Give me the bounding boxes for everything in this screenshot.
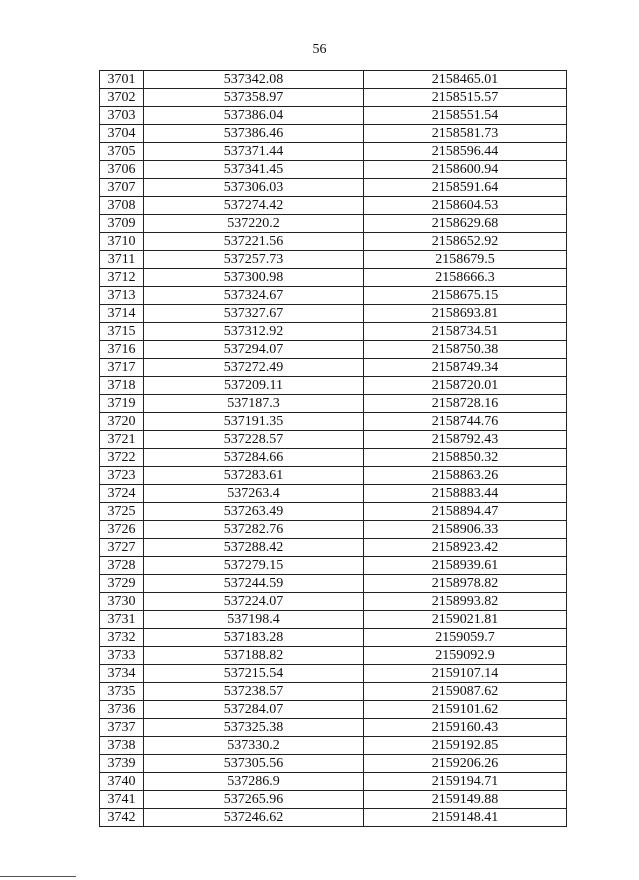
point-number-cell: 3707 — [100, 179, 144, 197]
y-coordinate-cell: 2158939.61 — [364, 557, 567, 575]
y-coordinate-cell: 2159021.81 — [364, 611, 567, 629]
table-row — [100, 611, 567, 629]
x-coordinate-cell: 537221.56 — [144, 233, 364, 251]
x-coordinate-cell: 537327.67 — [144, 305, 364, 323]
table-row — [100, 341, 567, 359]
point-number-cell: 3725 — [100, 503, 144, 521]
y-coordinate-cell: 2159148.41 — [364, 809, 567, 827]
y-coordinate-cell: 2158923.42 — [364, 539, 567, 557]
y-coordinate-cell: 2158993.82 — [364, 593, 567, 611]
table-row — [100, 521, 567, 539]
x-coordinate-cell: 537294.07 — [144, 341, 364, 359]
y-coordinate-cell: 2158978.82 — [364, 575, 567, 593]
table-row — [100, 701, 567, 719]
point-number-cell: 3730 — [100, 593, 144, 611]
point-number-cell: 3720 — [100, 413, 144, 431]
x-coordinate-cell: 537371.44 — [144, 143, 364, 161]
table-row — [100, 125, 567, 143]
y-coordinate-cell: 2159087.62 — [364, 683, 567, 701]
table-row — [100, 179, 567, 197]
x-coordinate-cell: 537183.28 — [144, 629, 364, 647]
y-coordinate-cell: 2158906.33 — [364, 521, 567, 539]
point-number-cell: 3709 — [100, 215, 144, 233]
y-coordinate-cell: 2158720.01 — [364, 377, 567, 395]
y-coordinate-cell: 2158850.32 — [364, 449, 567, 467]
table-row — [100, 575, 567, 593]
point-number-cell: 3727 — [100, 539, 144, 557]
x-coordinate-cell: 537198.4 — [144, 611, 364, 629]
y-coordinate-cell: 2158792.43 — [364, 431, 567, 449]
coordinates-table — [99, 70, 567, 827]
footer-rule — [0, 876, 76, 877]
point-number-cell: 3719 — [100, 395, 144, 413]
y-coordinate-cell: 2158591.64 — [364, 179, 567, 197]
table-row — [100, 251, 567, 269]
point-number-cell: 3715 — [100, 323, 144, 341]
x-coordinate-cell: 537284.07 — [144, 701, 364, 719]
table-row — [100, 107, 567, 125]
table-row — [100, 71, 567, 89]
x-coordinate-cell: 537209.11 — [144, 377, 364, 395]
coordinates-table-body — [100, 71, 567, 827]
table-row — [100, 683, 567, 701]
y-coordinate-cell: 2159059.7 — [364, 629, 567, 647]
x-coordinate-cell: 537286.9 — [144, 773, 364, 791]
point-number-cell: 3717 — [100, 359, 144, 377]
y-coordinate-cell: 2159092.9 — [364, 647, 567, 665]
x-coordinate-cell: 537312.92 — [144, 323, 364, 341]
point-number-cell: 3704 — [100, 125, 144, 143]
y-coordinate-cell: 2159107.14 — [364, 665, 567, 683]
point-number-cell: 3732 — [100, 629, 144, 647]
point-number-cell: 3724 — [100, 485, 144, 503]
table-row — [100, 197, 567, 215]
table-row — [100, 89, 567, 107]
table-row — [100, 755, 567, 773]
x-coordinate-cell: 537224.07 — [144, 593, 364, 611]
point-number-cell: 3741 — [100, 791, 144, 809]
table-row — [100, 305, 567, 323]
y-coordinate-cell: 2159160.43 — [364, 719, 567, 737]
point-number-cell: 3740 — [100, 773, 144, 791]
table-row — [100, 557, 567, 575]
y-coordinate-cell: 2159149.88 — [364, 791, 567, 809]
x-coordinate-cell: 537341.45 — [144, 161, 364, 179]
x-coordinate-cell: 537187.3 — [144, 395, 364, 413]
y-coordinate-cell: 2158744.76 — [364, 413, 567, 431]
point-number-cell: 3705 — [100, 143, 144, 161]
x-coordinate-cell: 537274.42 — [144, 197, 364, 215]
x-coordinate-cell: 537386.46 — [144, 125, 364, 143]
y-coordinate-cell: 2158581.73 — [364, 125, 567, 143]
y-coordinate-cell: 2158666.3 — [364, 269, 567, 287]
x-coordinate-cell: 537265.96 — [144, 791, 364, 809]
table-row — [100, 377, 567, 395]
point-number-cell: 3733 — [100, 647, 144, 665]
point-number-cell: 3711 — [100, 251, 144, 269]
x-coordinate-cell: 537228.57 — [144, 431, 364, 449]
x-coordinate-cell: 537279.15 — [144, 557, 364, 575]
y-coordinate-cell: 2158465.01 — [364, 71, 567, 89]
x-coordinate-cell: 537324.67 — [144, 287, 364, 305]
y-coordinate-cell: 2158675.15 — [364, 287, 567, 305]
x-coordinate-cell: 537282.76 — [144, 521, 364, 539]
y-coordinate-cell: 2158750.38 — [364, 341, 567, 359]
table-row — [100, 215, 567, 233]
point-number-cell: 3718 — [100, 377, 144, 395]
table-row — [100, 413, 567, 431]
y-coordinate-cell: 2158734.51 — [364, 323, 567, 341]
point-number-cell: 3742 — [100, 809, 144, 827]
point-number-cell: 3734 — [100, 665, 144, 683]
x-coordinate-cell: 537257.73 — [144, 251, 364, 269]
page-number: 56 — [312, 42, 327, 57]
table-row — [100, 233, 567, 251]
x-coordinate-cell: 537300.98 — [144, 269, 364, 287]
point-number-cell: 3701 — [100, 71, 144, 89]
table-row — [100, 161, 567, 179]
x-coordinate-cell: 537188.82 — [144, 647, 364, 665]
x-coordinate-cell: 537263.49 — [144, 503, 364, 521]
x-coordinate-cell: 537238.57 — [144, 683, 364, 701]
table-row — [100, 593, 567, 611]
table-row — [100, 665, 567, 683]
table-row — [100, 737, 567, 755]
y-coordinate-cell: 2158749.34 — [364, 359, 567, 377]
point-number-cell: 3726 — [100, 521, 144, 539]
y-coordinate-cell: 2158596.44 — [364, 143, 567, 161]
point-number-cell: 3737 — [100, 719, 144, 737]
point-number-cell: 3716 — [100, 341, 144, 359]
x-coordinate-cell: 537386.04 — [144, 107, 364, 125]
point-number-cell: 3713 — [100, 287, 144, 305]
y-coordinate-cell: 2158652.92 — [364, 233, 567, 251]
x-coordinate-cell: 537263.4 — [144, 485, 364, 503]
x-coordinate-cell: 537244.59 — [144, 575, 364, 593]
y-coordinate-cell: 2158693.81 — [364, 305, 567, 323]
x-coordinate-cell: 537325.38 — [144, 719, 364, 737]
y-coordinate-cell: 2158551.54 — [364, 107, 567, 125]
table-row — [100, 503, 567, 521]
table-row — [100, 449, 567, 467]
x-coordinate-cell: 537306.03 — [144, 179, 364, 197]
point-number-cell: 3712 — [100, 269, 144, 287]
table-row — [100, 629, 567, 647]
x-coordinate-cell: 537283.61 — [144, 467, 364, 485]
table-row — [100, 719, 567, 737]
y-coordinate-cell: 2158604.53 — [364, 197, 567, 215]
point-number-cell: 3738 — [100, 737, 144, 755]
table-row — [100, 809, 567, 827]
y-coordinate-cell: 2158894.47 — [364, 503, 567, 521]
point-number-cell: 3721 — [100, 431, 144, 449]
point-number-cell: 3736 — [100, 701, 144, 719]
point-number-cell: 3728 — [100, 557, 144, 575]
y-coordinate-cell: 2158600.94 — [364, 161, 567, 179]
y-coordinate-cell: 2158883.44 — [364, 485, 567, 503]
x-coordinate-cell: 537342.08 — [144, 71, 364, 89]
y-coordinate-cell: 2158515.57 — [364, 89, 567, 107]
table-row — [100, 791, 567, 809]
table-row — [100, 485, 567, 503]
point-number-cell: 3731 — [100, 611, 144, 629]
point-number-cell: 3739 — [100, 755, 144, 773]
y-coordinate-cell: 2158629.68 — [364, 215, 567, 233]
x-coordinate-cell: 537330.2 — [144, 737, 364, 755]
y-coordinate-cell: 2158679.5 — [364, 251, 567, 269]
x-coordinate-cell: 537288.42 — [144, 539, 364, 557]
table-row — [100, 647, 567, 665]
y-coordinate-cell: 2159194.71 — [364, 773, 567, 791]
point-number-cell: 3710 — [100, 233, 144, 251]
x-coordinate-cell: 537246.62 — [144, 809, 364, 827]
table-row — [100, 395, 567, 413]
x-coordinate-cell: 537272.49 — [144, 359, 364, 377]
table-row — [100, 287, 567, 305]
table-row — [100, 359, 567, 377]
table-row — [100, 143, 567, 161]
point-number-cell: 3702 — [100, 89, 144, 107]
x-coordinate-cell: 537191.35 — [144, 413, 364, 431]
point-number-cell: 3729 — [100, 575, 144, 593]
x-coordinate-cell: 537305.56 — [144, 755, 364, 773]
table-row — [100, 467, 567, 485]
point-number-cell: 3706 — [100, 161, 144, 179]
point-number-cell: 3735 — [100, 683, 144, 701]
table-row — [100, 269, 567, 287]
point-number-cell: 3708 — [100, 197, 144, 215]
x-coordinate-cell: 537215.54 — [144, 665, 364, 683]
y-coordinate-cell: 2158863.26 — [364, 467, 567, 485]
x-coordinate-cell: 537220.2 — [144, 215, 364, 233]
table-row — [100, 773, 567, 791]
table-row — [100, 323, 567, 341]
point-number-cell: 3703 — [100, 107, 144, 125]
y-coordinate-cell: 2159101.62 — [364, 701, 567, 719]
x-coordinate-cell: 537284.66 — [144, 449, 364, 467]
y-coordinate-cell: 2158728.16 — [364, 395, 567, 413]
y-coordinate-cell: 2159192.85 — [364, 737, 567, 755]
x-coordinate-cell: 537358.97 — [144, 89, 364, 107]
point-number-cell: 3714 — [100, 305, 144, 323]
table-row — [100, 431, 567, 449]
point-number-cell: 3723 — [100, 467, 144, 485]
y-coordinate-cell: 2159206.26 — [364, 755, 567, 773]
point-number-cell: 3722 — [100, 449, 144, 467]
table-row — [100, 539, 567, 557]
